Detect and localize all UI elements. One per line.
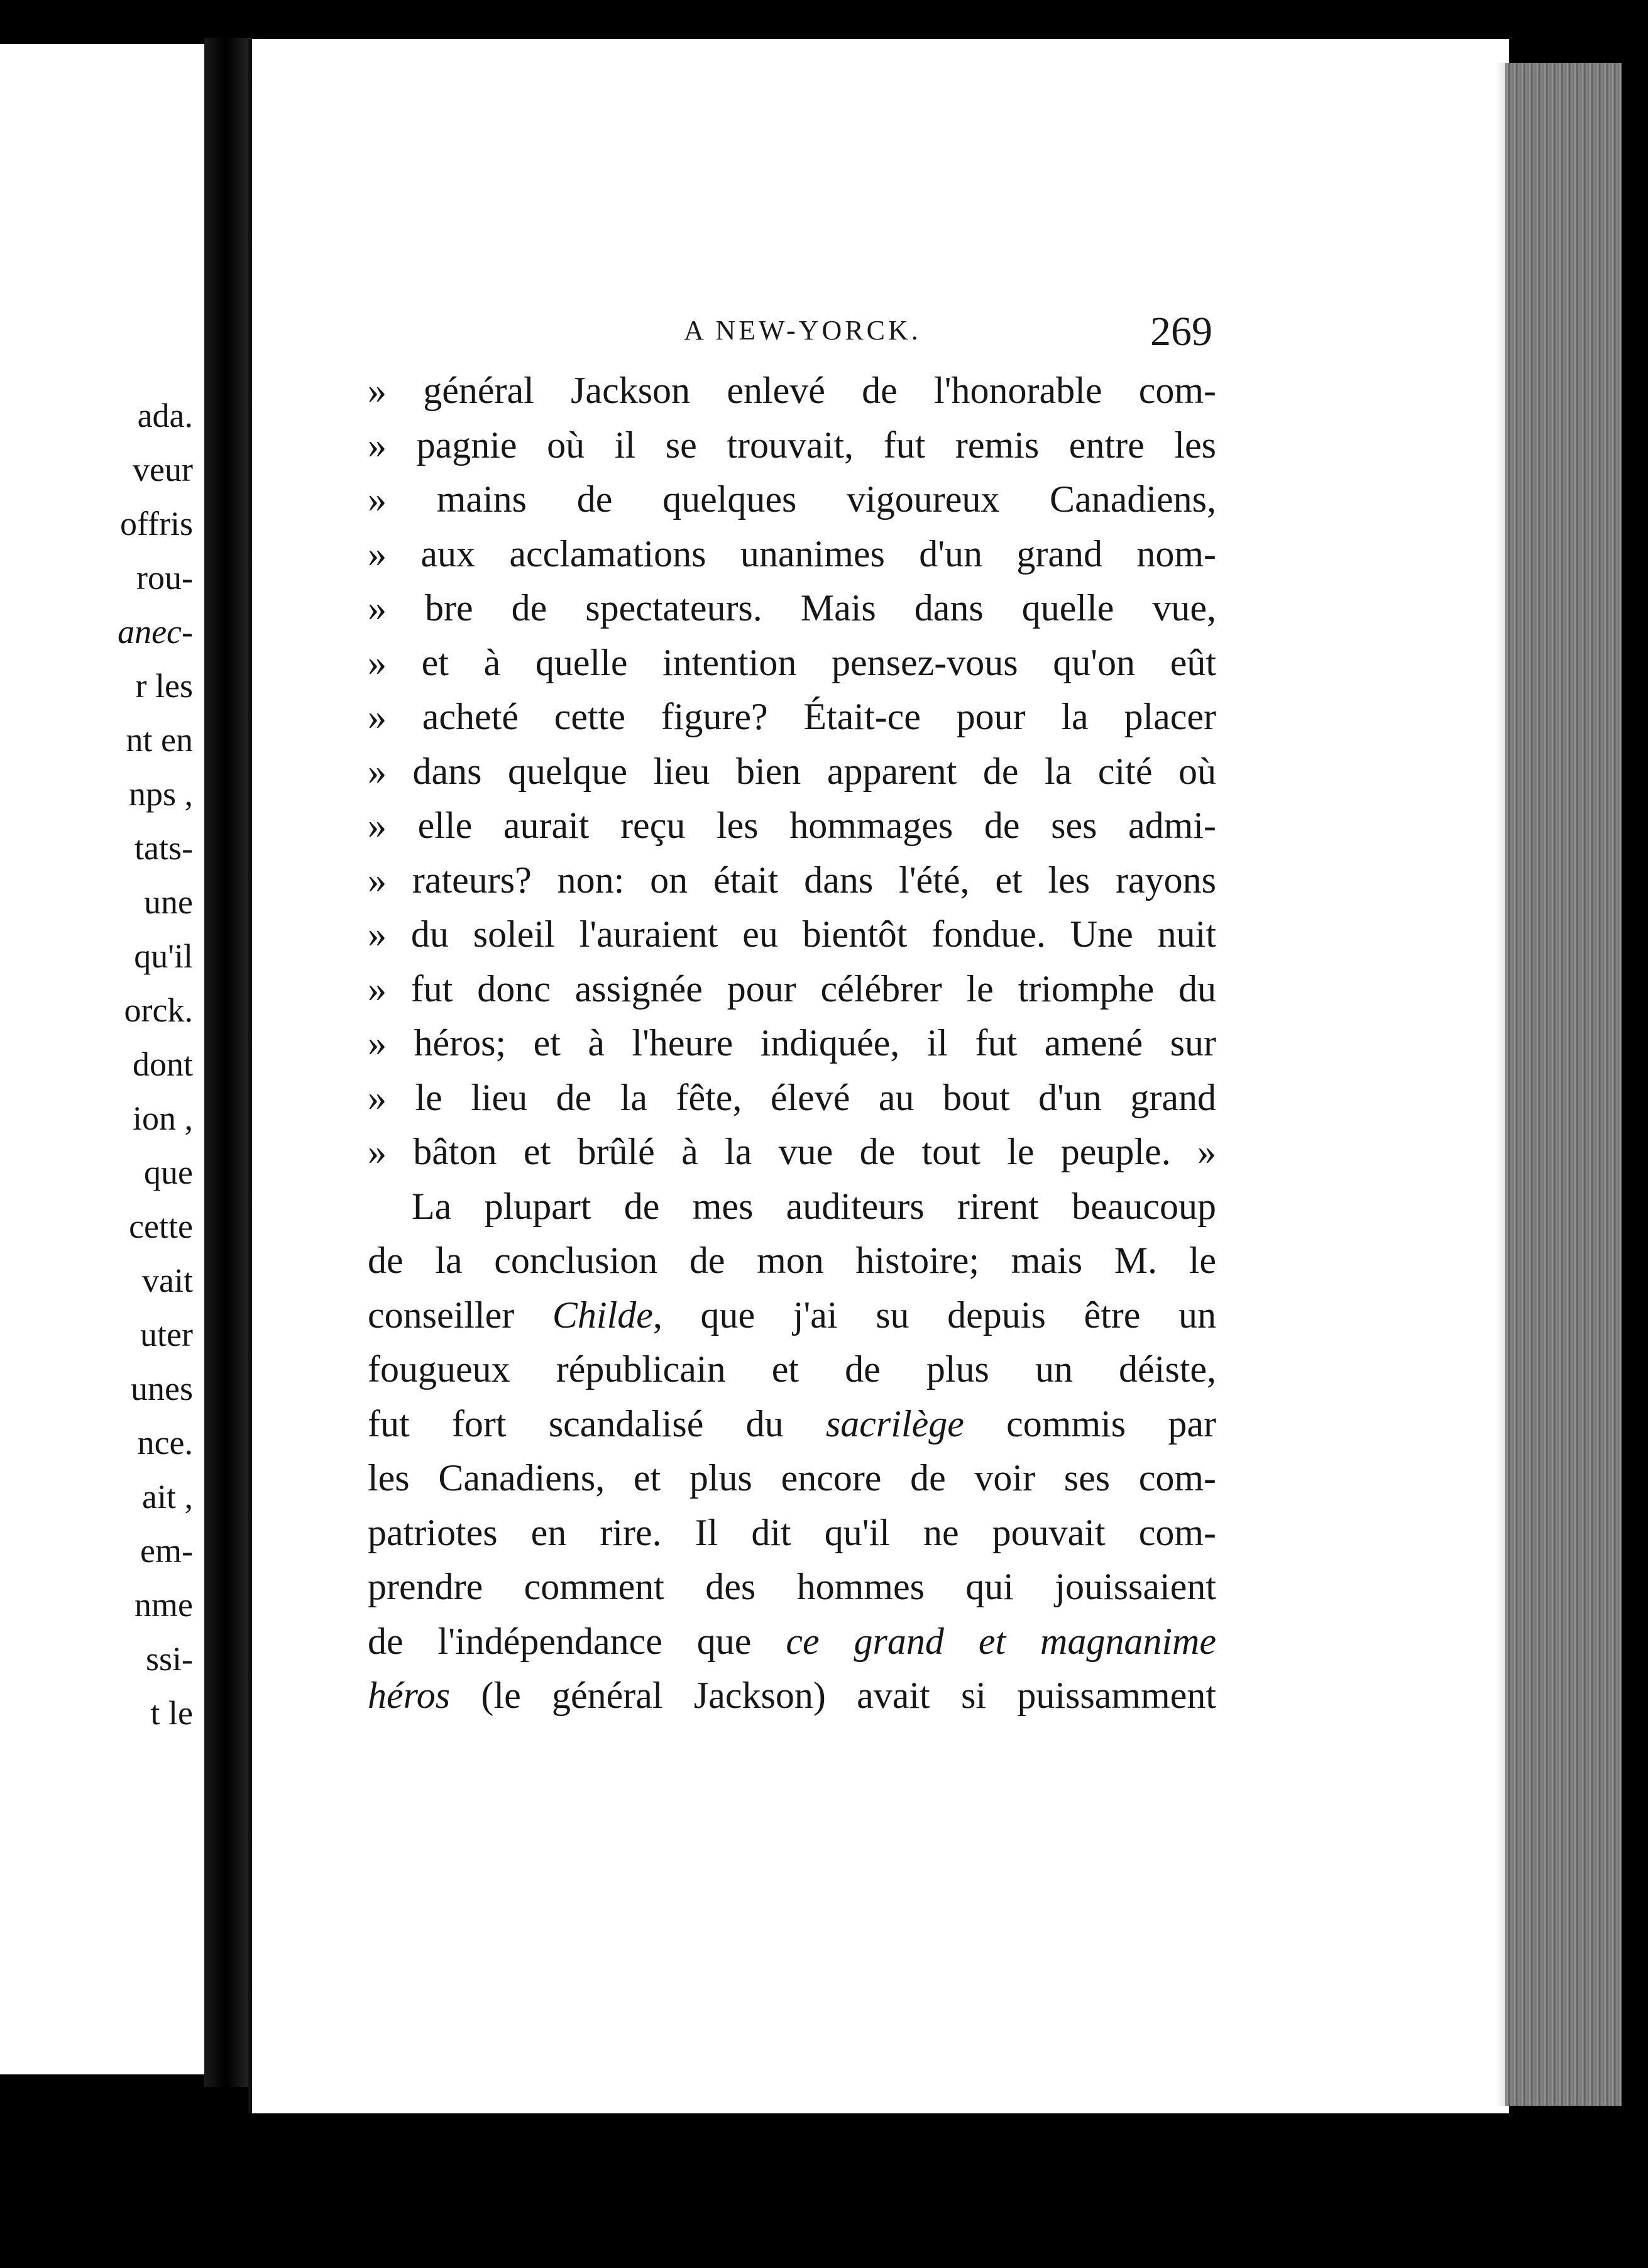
text-line: patriotes en rire. Il dit qu'il ne pouvait com- <box>368 1511 1216 1553</box>
left-page-line: vait <box>142 1262 193 1299</box>
text-run: conseiller <box>368 1294 515 1336</box>
text-line: » pagnie où il se trouvait, fut remis entre les <box>368 424 1216 466</box>
text-line: » et à quelle intention pensez-vous qu'on eût <box>368 641 1216 683</box>
book-gutter <box>204 38 253 2087</box>
text-line: les Canadiens, et plus encore de voir ses com- <box>368 1457 1216 1499</box>
left-page-line: qu'il <box>134 937 193 975</box>
page-number: 269 <box>1150 309 1212 355</box>
text-run: , que j'ai su depuis être un <box>652 1294 1217 1336</box>
text-run: de l'indépendance que <box>368 1620 752 1662</box>
text-line: » aux acclamations unanimes d'un grand nom- <box>368 532 1216 575</box>
left-page-line: que <box>144 1153 193 1191</box>
text-run: commis par <box>1006 1402 1217 1445</box>
italic-name: Childe <box>552 1294 653 1336</box>
left-page-line: r les <box>135 667 193 705</box>
text-line: » dans quelque lieu bien apparent de la cité où <box>368 750 1216 792</box>
text-line: » bâton et brûlé à la vue de tout le peuple. » <box>368 1131 1216 1172</box>
text-line: fougueux républicain et de plus un déiste, <box>368 1348 1216 1390</box>
left-page-line: ada. <box>137 397 193 434</box>
left-page-line: ait , <box>142 1478 193 1516</box>
left-page-line: dont <box>132 1045 193 1083</box>
scan-border <box>1622 50 1648 2125</box>
text-line: » acheté cette figure? Était-ce pour la placer <box>368 696 1216 737</box>
left-page-line: tats- <box>135 829 193 867</box>
italic-word: héros <box>368 1675 451 1716</box>
text-line: » bre de spectateurs. Mais dans quelle vue, <box>368 587 1216 629</box>
left-page-line: cette <box>129 1208 193 1245</box>
left-page-line: offris <box>120 505 193 542</box>
text-line: » mains de quelques vigoureux Canadiens, <box>368 478 1216 520</box>
text-line: de la conclusion de mon histoire; mais M. le <box>368 1240 1216 1281</box>
left-page-line: unes <box>131 1370 193 1407</box>
text-line: prendre comment des hommes qui jouissaient <box>368 1566 1216 1607</box>
text-line: » rateurs? non: on était dans l'été, et les rayons <box>368 859 1216 901</box>
left-page-line: ion , <box>132 1099 193 1137</box>
text-line-with-italic <box>368 1614 1216 1669</box>
left-page-line: em- <box>140 1532 193 1570</box>
body-text <box>368 363 1216 1723</box>
left-page-line: nps , <box>128 775 193 813</box>
left-page-line: uter <box>140 1316 193 1353</box>
left-page-line: orck. <box>124 991 193 1029</box>
left-facing-page <box>0 44 204 2074</box>
left-page-line: rou- <box>136 559 193 597</box>
text-line: » elle aurait reçu les hommages de ses admi- <box>368 805 1216 846</box>
left-page-line: nt en <box>126 721 193 759</box>
left-page-line: anec- <box>118 613 193 651</box>
text-line: » du soleil l'auraient eu bientôt fondue. Une nuit <box>368 913 1216 955</box>
page-edge-stack <box>1505 63 1622 2106</box>
paragraph-first-line: La plupart de mes auditeurs rirent beaucoup <box>412 1185 1216 1227</box>
text-run: (le général Jackson) avait si puissamment <box>481 1675 1216 1716</box>
left-page-line: une <box>144 883 193 921</box>
left-page-line: nce. <box>137 1424 193 1462</box>
left-page-line: ssi- <box>145 1640 193 1678</box>
text-line: » le lieu de la fête, élevé au bout d'un grand <box>368 1076 1216 1118</box>
text-line-with-italic <box>368 1397 1216 1451</box>
left-page-line: veur <box>133 451 193 488</box>
text-line: » fut donc assignée pour célébrer le triomphe du <box>368 967 1216 1010</box>
text-line: » général Jackson enlevé de l'honorable com- <box>368 370 1216 411</box>
text-line: » héros; et à l'heure indiquée, il fut amené sur <box>368 1022 1216 1064</box>
text-line-with-italic <box>368 1668 1216 1723</box>
left-page-line: nme <box>135 1586 193 1624</box>
text-line-with-italic <box>368 1288 1216 1343</box>
italic-word: sacrilège <box>825 1402 964 1445</box>
left-page-line: t le <box>150 1694 193 1732</box>
running-head: A NEW-YORCK. <box>684 315 921 346</box>
text-run: fut fort scandalisé du <box>368 1402 784 1445</box>
italic-phrase: ce grand et magnanime <box>786 1620 1217 1662</box>
